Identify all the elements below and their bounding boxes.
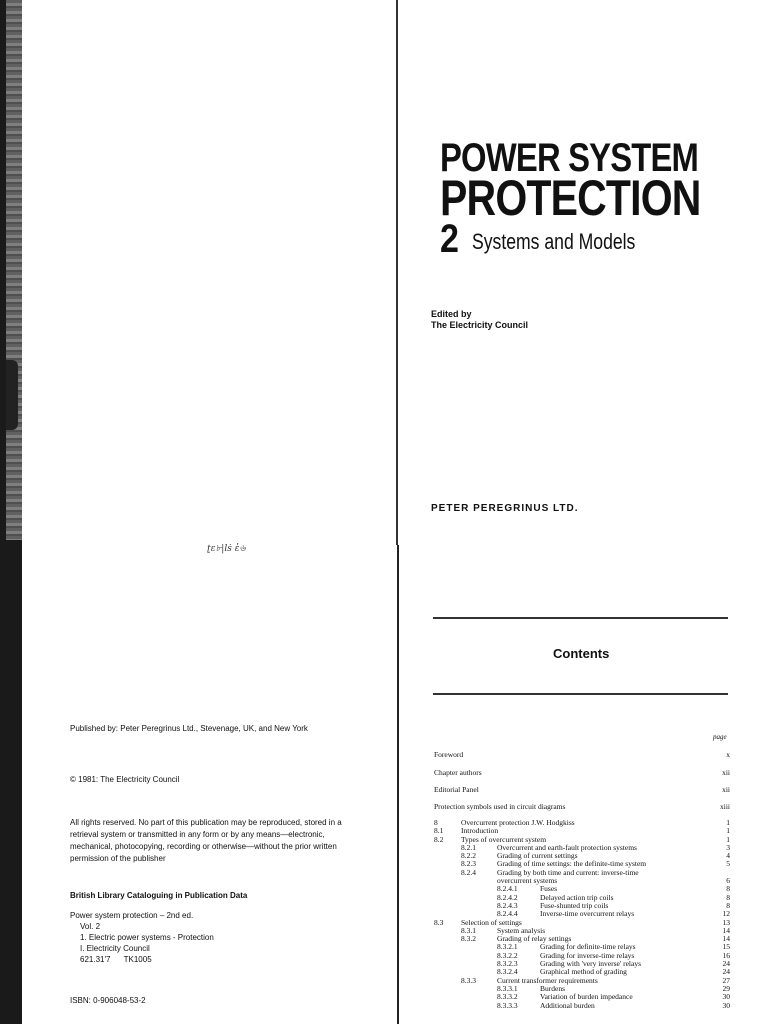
rights-line: mechanical, photocopying, recording or otherwise—without the prior written [70, 842, 337, 851]
toc-entry-title: overcurrent systems [497, 876, 558, 886]
front-matter-item [434, 802, 734, 812]
table-of-contents [434, 819, 734, 1010]
contents-top-rule [433, 617, 728, 619]
editor-name: The Electricity Council [431, 320, 529, 330]
front-matter-page: x [726, 750, 730, 759]
spine-line [396, 0, 398, 545]
toc-entry-title: Overcurrent and earth-fault protection systems [497, 842, 637, 852]
book-title-line1: POWER SYSTEM [440, 136, 699, 180]
toc-entry-number: 8.3.3 [461, 975, 476, 985]
toc-entry [434, 877, 734, 885]
toc-entry-page: 24 [722, 967, 730, 977]
toc-entry-number: 8.2.1 [461, 842, 476, 852]
toc-entry-title: Graphical method of grading [540, 967, 627, 977]
contents-heading: Contents [553, 646, 610, 661]
toc-entry-page: 14 [722, 934, 730, 944]
toc-entry-page: 1 [726, 818, 730, 827]
front-matter-page: xii [722, 785, 730, 794]
handwritten-mark: ʈɛ৮|lṡ ἐ৬ [207, 544, 246, 554]
toc-entry-page: 5 [726, 859, 730, 869]
front-matter-item [434, 785, 734, 795]
toc-entry-number: 8.3 [434, 917, 444, 927]
rights-line: All rights reserved. No part of this publication may be reproduced, stored in a [70, 818, 342, 827]
toc-entry-page: 4 [726, 851, 730, 861]
toc-entry-number: 8.3.2.2 [497, 950, 518, 960]
toc-entry-number: 8.3.2.4 [497, 967, 518, 977]
toc-entry-page: 12 [722, 909, 730, 919]
toc-entry-number: 8.2.4.4 [497, 909, 518, 919]
volume-number: 2 [440, 217, 459, 261]
volume-subtitle: Systems and Models [472, 229, 636, 254]
toc-entry-page: 8 [726, 900, 730, 910]
toc-entry-number: 8.2.4.3 [497, 900, 518, 910]
toc-entry-page: 8 [726, 884, 730, 894]
toc-entry-page: 15 [722, 942, 730, 952]
rights-line: permission of the publisher [70, 854, 166, 863]
toc-entry [434, 869, 734, 877]
toc-entry-title: Fuses [540, 884, 558, 894]
spine-line [397, 545, 399, 1024]
toc-entry-title: Grading of relay settings [497, 934, 572, 944]
edited-by-label: Edited by [431, 309, 472, 319]
cip-line: 621.31'7 TK1005 [80, 955, 152, 964]
toc-entry [434, 844, 734, 852]
toc-entry [434, 977, 734, 985]
toc-entry-title: System analysis [497, 925, 546, 935]
toc-entry-title: Inverse-time overcurrent relays [540, 909, 635, 919]
toc-entry-page: 14 [722, 925, 730, 935]
front-matter-title: Chapter authors [434, 768, 482, 777]
toc-entry-title: Grading for inverse-time relays [540, 950, 635, 960]
front-matter-title: Editorial Panel [434, 785, 479, 794]
cip-heading: British Library Cataloguing in Publication Data [70, 891, 248, 900]
front-matter-page: xii [722, 768, 730, 777]
front-matter-item [434, 750, 734, 760]
toc-entry-page: 30 [722, 1000, 730, 1010]
toc-entry-page: 27 [722, 975, 730, 985]
toc-entry-number: 8.2.2 [461, 851, 476, 861]
cip-line: Vol. 2 [80, 922, 101, 931]
toc-entry-number: 8.3.1 [461, 925, 476, 935]
rights-line: retrieval system or transmitted in any form or by any means—electronic, [70, 830, 325, 839]
toc-entry-page: 24 [722, 959, 730, 969]
cip-line: Power system protection – 2nd ed. [70, 911, 194, 920]
toc-entry-number: 8.3.3.3 [497, 1000, 518, 1010]
rights-statement [70, 817, 370, 865]
toc-entry-number: 8.3.2 [461, 934, 476, 944]
toc-entry-number: 8.3.3.2 [497, 992, 518, 1002]
toc-entry-number: 8.3.2.1 [497, 942, 518, 952]
front-matter-item [434, 768, 734, 778]
toc-entry-page: 29 [722, 983, 730, 993]
toc-entry [434, 927, 734, 935]
book-title-line2: PROTECTION [440, 170, 701, 226]
published-by: Published by: Peter Peregrinus Ltd., Stevenage, UK, and New York [70, 724, 308, 733]
toc-entry-title: Delayed action trip coils [540, 892, 614, 902]
toc-entry-page: 1 [726, 834, 730, 844]
toc-entry-number: 8.2.4.2 [497, 892, 518, 902]
page-column-label: page [713, 733, 727, 741]
toc-entry [434, 919, 734, 927]
isbn: ISBN: 0-906048-53-2 [70, 996, 146, 1005]
front-matter-title: Protection symbols used in circuit diagrams [434, 802, 566, 811]
toc-entry-title: Selection of settings [461, 917, 522, 927]
toc-entry-title: Grading of time settings: the definite-time system [497, 859, 647, 869]
cip-block [70, 910, 214, 965]
copyright-notice: © 1981: The Electricity Council [70, 775, 180, 784]
toc-entry-title: Grading by both time and current: inverse-time [497, 867, 639, 877]
toc-entry-number: 8 [434, 818, 438, 827]
toc-entry-title: Burdens [540, 983, 565, 993]
toc-entry-number: 8.3.2.3 [497, 959, 518, 969]
toc-entry-title: Overcurrent protection J.W. Hodgkiss [461, 818, 575, 827]
toc-entry-number: 8.2.4 [461, 867, 476, 877]
toc-entry-number: 8.2.3 [461, 859, 476, 869]
toc-entry-title: Variation of burden impedance [540, 992, 633, 1002]
toc-entry-page: 1 [726, 826, 730, 836]
toc-entry-title: Additional burden [540, 1000, 595, 1010]
publisher-name: PETER PEREGRINUS LTD. [431, 503, 579, 514]
front-matter-page: xiii [719, 802, 730, 811]
toc-entry-title: Grading for definite-time relays [540, 942, 636, 952]
toc-entry-title: Current transformer requirements [497, 975, 598, 985]
cip-line: I. Electricity Council [80, 944, 150, 953]
toc-entry-title: Grading with 'very inverse' relays [540, 959, 642, 969]
toc-entry-page: 30 [722, 992, 730, 1002]
front-matter-title: Foreword [434, 750, 464, 759]
toc-entry-number: 8.1 [434, 826, 444, 836]
toc-entry-page: 6 [726, 876, 730, 886]
toc-entry [434, 1002, 734, 1010]
toc-entry-title: Introduction [461, 826, 499, 836]
toc-entry-page: 3 [726, 842, 730, 852]
cip-line: 1. Electric power systems - Protection [80, 933, 214, 942]
toc-entry-number: 8.3.3.1 [497, 983, 518, 993]
toc-entry-title: Grading of current settings [497, 851, 578, 861]
toc-entry-title: Types of overcurrent system [461, 834, 547, 844]
toc-entry-number: 8.2 [434, 834, 444, 844]
toc-entry-page: 16 [722, 950, 730, 960]
toc-entry-page: 13 [722, 917, 730, 927]
toc-entry-number: 8.2.4.1 [497, 884, 518, 894]
book-left-edge [0, 0, 22, 1024]
toc-entry-title: Fuse-shunted trip coils [540, 900, 609, 910]
toc-entry-page: 8 [726, 892, 730, 902]
contents-bottom-rule [433, 693, 728, 695]
